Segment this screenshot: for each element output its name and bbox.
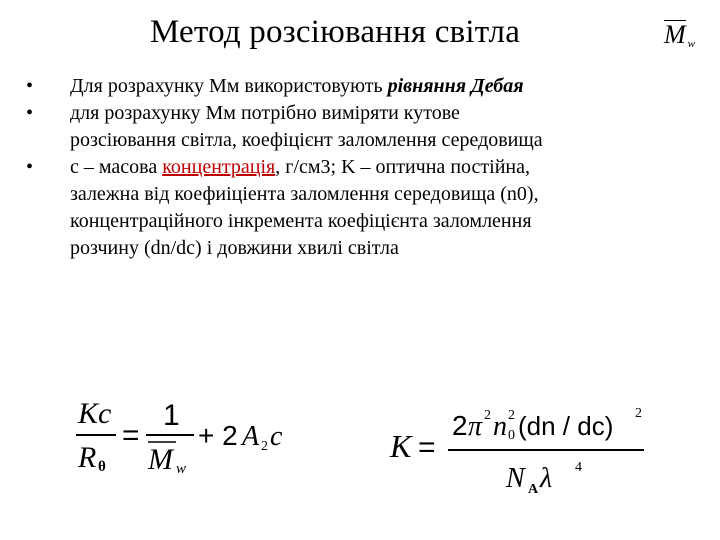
formula2-n-sub: 0 <box>508 428 515 443</box>
formula1-lhs-numerator: Kc <box>78 397 112 430</box>
formula2-pi: π <box>468 411 483 442</box>
formula2-lambda-sup: 4 <box>575 460 582 475</box>
formula2-two: 2 <box>452 410 468 441</box>
weight-average-molar-mass-symbol <box>664 20 695 50</box>
formula1-plus-two: + 2 <box>198 420 238 451</box>
bullet-item-debye <box>20 73 680 100</box>
formula1-a: A <box>242 421 260 452</box>
formula1-equals: = <box>122 419 140 452</box>
concentration-link[interactable]: концентрація <box>162 156 276 178</box>
bullet-item-definitions <box>20 154 680 262</box>
formula2-derivative: (dn / dc) <box>518 411 614 441</box>
formula1-w-subscript: w <box>176 461 187 477</box>
bullet-line: концентраційного інкремента коефіцієнта заломлення <box>70 210 532 232</box>
formula2-equals: = <box>418 431 436 464</box>
formula2-lambda: λ <box>540 463 553 494</box>
bullet-text: Для розрахунку Мм використовують <box>70 75 388 97</box>
bullet-item-measurement <box>20 100 680 154</box>
formula1-a-subscript: 2 <box>261 439 268 454</box>
formula2-k: K <box>390 428 412 464</box>
formula2-pi-sup: 2 <box>484 408 491 423</box>
corner-symbol: M <box>664 20 686 49</box>
formula1-rhs-numerator: 1 <box>163 399 180 432</box>
bullet-marker: • <box>26 75 34 97</box>
optical-constant-formula <box>388 395 668 500</box>
bullet-text: c – масова <box>70 156 163 178</box>
formula2-avogadro-subscript: A <box>528 482 539 497</box>
bullet-line: розчину (dn/dc) і довжини хвилі світла <box>70 237 399 259</box>
formula1-rhs-denominator: M <box>148 443 173 476</box>
bullet-line: розсіювання світла, коефіцієнт заломлення середовища <box>70 129 543 151</box>
formula2-n-avogadro: N <box>506 463 525 494</box>
formula2-paren-sup: 2 <box>635 406 642 421</box>
formula1-lhs-denominator: R <box>78 441 97 474</box>
bullet-text: , г/см3; K – оптична постійна, <box>275 156 530 178</box>
bullet-marker: • <box>26 156 34 178</box>
formula2-n: n <box>493 411 507 442</box>
formula2-n-sup: 2 <box>508 408 515 423</box>
bullet-marker: • <box>26 102 34 124</box>
bullet-line: для розрахунку Мм потрібно виміряти кутове <box>70 102 460 124</box>
formula1-c: c <box>270 421 283 452</box>
corner-subscript: w <box>687 38 696 50</box>
debye-equation-formula <box>70 395 310 485</box>
formula1-theta-subscript: θ <box>98 459 106 475</box>
bullet-list <box>20 73 680 262</box>
slide-title: Метод розсіювання світла <box>149 14 521 50</box>
debye-equation-emphasis: рівняння Дебая <box>387 75 524 97</box>
bullet-line: залежна від коефиіціента заломлення середовища (n0), <box>70 183 539 205</box>
